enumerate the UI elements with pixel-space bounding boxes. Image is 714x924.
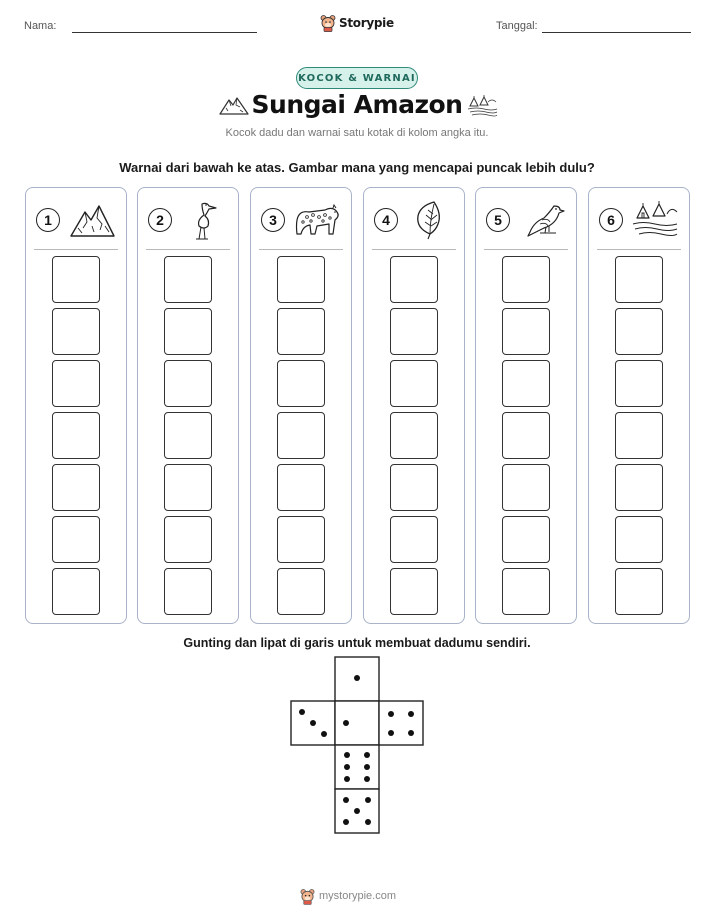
color-box[interactable] — [615, 412, 663, 459]
jaguar-icon — [293, 200, 341, 240]
storypie-logo — [320, 12, 400, 34]
color-box[interactable] — [52, 568, 100, 615]
column-divider — [259, 249, 343, 250]
column-divider — [372, 249, 456, 250]
coloring-instruction: Warnai dari bawah ke atas. Gambar mana yang mencapai puncak lebih dulu? — [119, 160, 595, 175]
footer — [300, 885, 420, 907]
color-box[interactable] — [52, 256, 100, 303]
color-box[interactable] — [277, 412, 325, 459]
mountain-icon — [68, 200, 116, 240]
color-box[interactable] — [615, 464, 663, 511]
pip — [364, 764, 370, 770]
color-box[interactable] — [164, 568, 212, 615]
activity-badge: KOCOK & WARNAI — [296, 67, 418, 89]
color-box[interactable] — [164, 308, 212, 355]
date-line[interactable] — [542, 32, 691, 33]
pip — [364, 776, 370, 782]
color-box[interactable] — [277, 308, 325, 355]
footer-url[interactable]: mystorypie.com — [319, 890, 397, 902]
pip — [365, 819, 371, 825]
dice-face-center — [335, 701, 379, 745]
pip — [388, 730, 394, 736]
pip — [408, 730, 414, 736]
color-box[interactable] — [52, 412, 100, 459]
cut-instruction: Gunting dan lipat di garis untuk membuat dadumu sendiri. — [183, 636, 531, 650]
column-number: 3 — [261, 208, 285, 232]
village-river-icon — [631, 200, 679, 240]
color-box[interactable] — [502, 256, 550, 303]
color-box[interactable] — [390, 360, 438, 407]
color-box[interactable] — [502, 464, 550, 511]
column-3 — [250, 187, 352, 624]
pip — [321, 731, 327, 737]
color-box[interactable] — [390, 412, 438, 459]
color-box[interactable] — [615, 308, 663, 355]
pip — [364, 752, 370, 758]
dice-face-right — [379, 701, 423, 745]
heron-icon — [180, 200, 228, 240]
column-6 — [588, 187, 690, 624]
color-box[interactable] — [52, 516, 100, 563]
color-box[interactable] — [164, 412, 212, 459]
brand-name: Storypie — [339, 16, 394, 30]
bird-icon — [518, 200, 566, 240]
column-divider — [34, 249, 118, 250]
pip — [343, 819, 349, 825]
pip — [354, 808, 360, 814]
worksheet-subtitle: Kocok dadu dan warnai satu kotak di kolom angka itu. — [225, 127, 489, 139]
color-box[interactable] — [502, 308, 550, 355]
color-box[interactable] — [164, 256, 212, 303]
color-box[interactable] — [615, 360, 663, 407]
color-box[interactable] — [52, 308, 100, 355]
bear-mascot-icon — [320, 14, 336, 32]
column-divider — [597, 249, 681, 250]
pip — [408, 711, 414, 717]
column-5 — [475, 187, 577, 624]
race-columns — [25, 187, 690, 624]
color-box[interactable] — [277, 516, 325, 563]
column-2 — [137, 187, 239, 624]
color-box[interactable] — [277, 360, 325, 407]
color-box[interactable] — [277, 464, 325, 511]
column-number: 4 — [374, 208, 398, 232]
color-box[interactable] — [52, 360, 100, 407]
column-number: 2 — [148, 208, 172, 232]
color-box[interactable] — [502, 412, 550, 459]
color-box[interactable] — [390, 568, 438, 615]
color-box[interactable] — [390, 516, 438, 563]
pip — [344, 776, 350, 782]
column-1 — [25, 187, 127, 624]
column-number: 1 — [36, 208, 60, 232]
worksheet-title: Sungai Amazon — [251, 90, 463, 119]
color-box[interactable] — [277, 568, 325, 615]
column-divider — [146, 249, 230, 250]
column-4 — [363, 187, 465, 624]
pip — [343, 797, 349, 803]
pip — [344, 764, 350, 770]
color-box[interactable] — [502, 516, 550, 563]
pip — [388, 711, 394, 717]
color-box[interactable] — [390, 464, 438, 511]
color-box[interactable] — [164, 360, 212, 407]
name-line[interactable] — [72, 32, 257, 33]
color-box[interactable] — [502, 568, 550, 615]
color-box[interactable] — [164, 516, 212, 563]
column-divider — [484, 249, 568, 250]
pip — [310, 720, 316, 726]
date-label: Tanggal: — [496, 20, 538, 32]
village-river-icon — [466, 94, 498, 118]
name-label: Nama: — [24, 20, 57, 32]
leaf-icon — [406, 200, 454, 240]
color-box[interactable] — [615, 256, 663, 303]
color-box[interactable] — [390, 308, 438, 355]
color-box[interactable] — [277, 256, 325, 303]
pip — [299, 709, 305, 715]
color-box[interactable] — [52, 464, 100, 511]
color-box[interactable] — [164, 464, 212, 511]
color-box[interactable] — [390, 256, 438, 303]
color-box[interactable] — [502, 360, 550, 407]
color-box[interactable] — [615, 568, 663, 615]
pip — [354, 675, 360, 681]
dice-face-lower — [335, 745, 379, 789]
bear-mascot-icon — [300, 888, 315, 905]
column-number: 6 — [599, 208, 623, 232]
pip — [343, 720, 349, 726]
pip — [365, 797, 371, 803]
color-box[interactable] — [615, 516, 663, 563]
dice-net — [290, 656, 424, 834]
column-number: 5 — [486, 208, 510, 232]
pip — [344, 752, 350, 758]
